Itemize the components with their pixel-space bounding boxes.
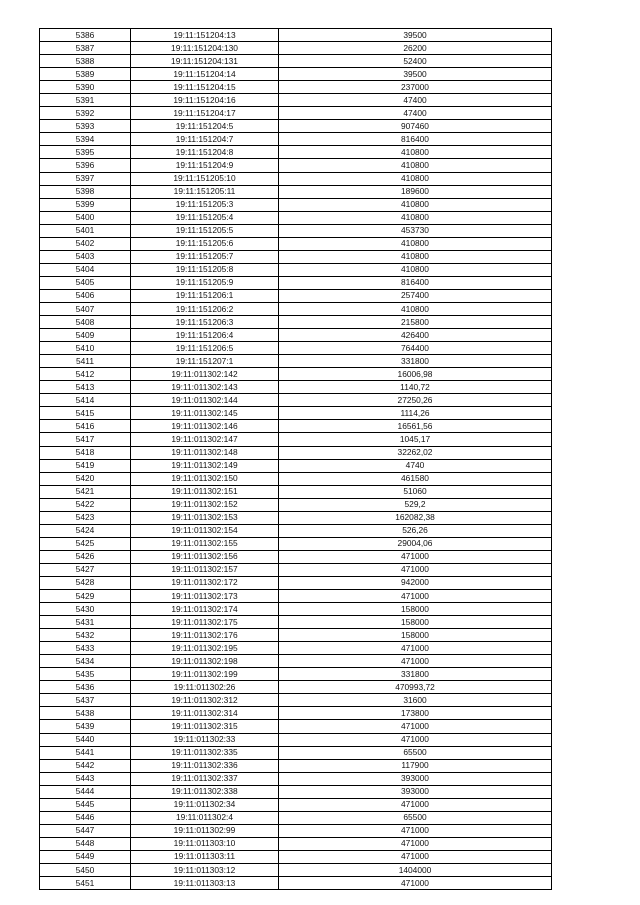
table-row (40, 407, 552, 420)
value-cell: 410800 (279, 263, 552, 276)
table-row (40, 316, 552, 329)
row-number-cell: 5428 (40, 576, 131, 589)
row-number-cell: 5408 (40, 316, 131, 329)
value-cell: 393000 (279, 772, 552, 785)
value-cell: 526,26 (279, 524, 552, 537)
value-cell: 471000 (279, 733, 552, 746)
table-row (40, 550, 552, 563)
cadastral-number-cell: 19:11:011302:172 (131, 576, 279, 589)
table-row (40, 759, 552, 772)
row-number-cell: 5430 (40, 603, 131, 616)
row-number-cell: 5389 (40, 68, 131, 81)
value-cell: 32262,02 (279, 446, 552, 459)
table-row (40, 837, 552, 850)
table-row (40, 864, 552, 877)
cadastral-number-cell: 19:11:011302:146 (131, 420, 279, 433)
row-number-cell: 5416 (40, 420, 131, 433)
value-cell: 1140,72 (279, 381, 552, 394)
table-row (40, 485, 552, 498)
table-row (40, 55, 552, 68)
row-number-cell: 5393 (40, 120, 131, 133)
table-row (40, 563, 552, 576)
row-number-cell: 5440 (40, 733, 131, 746)
value-cell: 65500 (279, 811, 552, 824)
value-cell: 471000 (279, 590, 552, 603)
row-number-cell: 5414 (40, 394, 131, 407)
table-row (40, 694, 552, 707)
table-row (40, 798, 552, 811)
table-row (40, 237, 552, 250)
table-row (40, 733, 552, 746)
value-cell: 65500 (279, 746, 552, 759)
row-number-cell: 5406 (40, 289, 131, 302)
cadastral-number-cell: 19:11:011302:34 (131, 798, 279, 811)
row-number-cell: 5412 (40, 368, 131, 381)
row-number-cell: 5436 (40, 681, 131, 694)
table-row (40, 133, 552, 146)
table-row (40, 785, 552, 798)
table-row (40, 159, 552, 172)
value-cell: 529,2 (279, 498, 552, 511)
table-row (40, 146, 552, 159)
table-row (40, 655, 552, 668)
value-cell: 426400 (279, 329, 552, 342)
table-row (40, 342, 552, 355)
table-row (40, 29, 552, 42)
row-number-cell: 5431 (40, 616, 131, 629)
cadastral-number-cell: 19:11:151205:11 (131, 185, 279, 198)
row-number-cell: 5437 (40, 694, 131, 707)
value-cell: 471000 (279, 550, 552, 563)
value-cell: 410800 (279, 146, 552, 159)
cadastral-number-cell: 19:11:011302:174 (131, 603, 279, 616)
value-cell: 1404000 (279, 864, 552, 877)
cadastral-number-cell: 19:11:011302:144 (131, 394, 279, 407)
row-number-cell: 5443 (40, 772, 131, 785)
row-number-cell: 5409 (40, 329, 131, 342)
cadastral-number-cell: 19:11:151205:7 (131, 250, 279, 263)
cadastral-number-cell: 19:11:151204:14 (131, 68, 279, 81)
value-cell: 410800 (279, 198, 552, 211)
value-cell: 27250,26 (279, 394, 552, 407)
table-row (40, 746, 552, 759)
row-number-cell: 5432 (40, 629, 131, 642)
table-row (40, 368, 552, 381)
row-number-cell: 5410 (40, 342, 131, 355)
row-number-cell: 5425 (40, 537, 131, 550)
table-row (40, 329, 552, 342)
value-cell: 158000 (279, 629, 552, 642)
cadastral-number-cell: 19:11:011302:335 (131, 746, 279, 759)
table-row (40, 263, 552, 276)
cadastral-number-cell: 19:11:151204:5 (131, 120, 279, 133)
cadastral-number-cell: 19:11:151204:13 (131, 29, 279, 42)
value-cell: 158000 (279, 603, 552, 616)
value-cell: 39500 (279, 68, 552, 81)
cadastral-number-cell: 19:11:011302:33 (131, 733, 279, 746)
row-number-cell: 5423 (40, 511, 131, 524)
table-row (40, 81, 552, 94)
row-number-cell: 5403 (40, 250, 131, 263)
row-number-cell: 5444 (40, 785, 131, 798)
table-row (40, 811, 552, 824)
row-number-cell: 5439 (40, 720, 131, 733)
cadastral-number-cell: 19:11:011302:4 (131, 811, 279, 824)
value-cell: 471000 (279, 850, 552, 863)
table-row (40, 107, 552, 120)
value-cell: 410800 (279, 172, 552, 185)
table-row (40, 537, 552, 550)
cadastral-number-cell: 19:11:011302:156 (131, 550, 279, 563)
cadastral-number-cell: 19:11:011302:154 (131, 524, 279, 537)
row-number-cell: 5442 (40, 759, 131, 772)
cadastral-number-cell: 19:11:011302:338 (131, 785, 279, 798)
table-row (40, 68, 552, 81)
table-row (40, 185, 552, 198)
table-row (40, 590, 552, 603)
value-cell: 470993,72 (279, 681, 552, 694)
row-number-cell: 5417 (40, 433, 131, 446)
value-cell: 471000 (279, 563, 552, 576)
table-row (40, 394, 552, 407)
row-number-cell: 5429 (40, 590, 131, 603)
cadastral-number-cell: 19:11:011302:147 (131, 433, 279, 446)
table-row (40, 498, 552, 511)
table-row (40, 276, 552, 289)
value-cell: 1114,26 (279, 407, 552, 420)
table-row (40, 446, 552, 459)
row-number-cell: 5387 (40, 42, 131, 55)
value-cell: 461580 (279, 472, 552, 485)
value-cell: 471000 (279, 642, 552, 655)
row-number-cell: 5394 (40, 133, 131, 146)
cadastral-number-cell: 19:11:151206:3 (131, 316, 279, 329)
value-cell: 764400 (279, 342, 552, 355)
cadastral-number-cell: 19:11:011302:157 (131, 563, 279, 576)
value-cell: 471000 (279, 837, 552, 850)
value-cell: 410800 (279, 237, 552, 250)
row-number-cell: 5396 (40, 159, 131, 172)
cadastral-number-cell: 19:11:011302:199 (131, 668, 279, 681)
table-row (40, 472, 552, 485)
value-cell: 471000 (279, 798, 552, 811)
cadastral-number-cell: 19:11:151206:5 (131, 342, 279, 355)
cadastral-number-cell: 19:11:011302:314 (131, 707, 279, 720)
cadastral-number-cell: 19:11:011303:13 (131, 877, 279, 890)
cadastral-number-cell: 19:11:011303:11 (131, 850, 279, 863)
cadastral-number-cell: 19:11:011302:152 (131, 498, 279, 511)
row-number-cell: 5451 (40, 877, 131, 890)
value-cell: 257400 (279, 289, 552, 302)
cadastral-number-cell: 19:11:151205:9 (131, 276, 279, 289)
row-number-cell: 5433 (40, 642, 131, 655)
row-number-cell: 5415 (40, 407, 131, 420)
cadastral-number-cell: 19:11:011302:176 (131, 629, 279, 642)
value-cell: 16561,56 (279, 420, 552, 433)
cadastral-number-cell: 19:11:011302:145 (131, 407, 279, 420)
cadastral-number-cell: 19:11:011302:149 (131, 459, 279, 472)
cadastral-number-cell: 19:11:011302:155 (131, 537, 279, 550)
row-number-cell: 5441 (40, 746, 131, 759)
row-number-cell: 5421 (40, 485, 131, 498)
row-number-cell: 5427 (40, 563, 131, 576)
cadastral-number-cell: 19:11:011302:312 (131, 694, 279, 707)
value-cell: 39500 (279, 29, 552, 42)
value-cell: 47400 (279, 107, 552, 120)
table-row (40, 772, 552, 785)
cadastral-number-cell: 19:11:011302:150 (131, 472, 279, 485)
table-row (40, 42, 552, 55)
cadastral-number-cell: 19:11:151207:1 (131, 355, 279, 368)
cadastral-number-cell: 19:11:151204:8 (131, 146, 279, 159)
cadastral-number-cell: 19:11:151205:3 (131, 198, 279, 211)
cadastral-number-cell: 19:11:151204:17 (131, 107, 279, 120)
row-number-cell: 5435 (40, 668, 131, 681)
row-number-cell: 5392 (40, 107, 131, 120)
table-row (40, 524, 552, 537)
table-row (40, 877, 552, 890)
table-row (40, 172, 552, 185)
row-number-cell: 5395 (40, 146, 131, 159)
row-number-cell: 5388 (40, 55, 131, 68)
cadastral-number-cell: 19:11:151206:4 (131, 329, 279, 342)
cadastral-number-cell: 19:11:011302:151 (131, 485, 279, 498)
row-number-cell: 5446 (40, 811, 131, 824)
row-number-cell: 5407 (40, 302, 131, 315)
row-number-cell: 5418 (40, 446, 131, 459)
value-cell: 158000 (279, 616, 552, 629)
cadastral-number-cell: 19:11:011303:10 (131, 837, 279, 850)
row-number-cell: 5391 (40, 94, 131, 107)
cadastral-number-cell: 19:11:011302:26 (131, 681, 279, 694)
table-row (40, 603, 552, 616)
value-cell: 29004,06 (279, 537, 552, 550)
table-row (40, 120, 552, 133)
value-cell: 173800 (279, 707, 552, 720)
row-number-cell: 5402 (40, 237, 131, 250)
row-number-cell: 5450 (40, 864, 131, 877)
table-row (40, 302, 552, 315)
value-cell: 471000 (279, 877, 552, 890)
row-number-cell: 5449 (40, 850, 131, 863)
cadastral-number-cell: 19:11:151204:7 (131, 133, 279, 146)
row-number-cell: 5448 (40, 837, 131, 850)
value-cell: 410800 (279, 159, 552, 172)
value-cell: 331800 (279, 355, 552, 368)
cadastral-number-cell: 19:11:011302:337 (131, 772, 279, 785)
cadastral-number-cell: 19:11:011302:153 (131, 511, 279, 524)
cadastral-number-cell: 19:11:011302:315 (131, 720, 279, 733)
cadastral-number-cell: 19:11:151205:6 (131, 237, 279, 250)
row-number-cell: 5386 (40, 29, 131, 42)
value-cell: 453730 (279, 224, 552, 237)
table-row (40, 668, 552, 681)
row-number-cell: 5411 (40, 355, 131, 368)
row-number-cell: 5405 (40, 276, 131, 289)
value-cell: 907460 (279, 120, 552, 133)
cadastral-number-cell: 19:11:011302:142 (131, 368, 279, 381)
cadastral-number-cell: 19:11:151204:131 (131, 55, 279, 68)
table-row (40, 459, 552, 472)
table-body (40, 29, 552, 890)
table-row (40, 224, 552, 237)
cadastral-number-cell: 19:11:151204:15 (131, 81, 279, 94)
cadastral-number-cell: 19:11:151204:16 (131, 94, 279, 107)
cadastral-number-cell: 19:11:011302:148 (131, 446, 279, 459)
value-cell: 942000 (279, 576, 552, 589)
value-cell: 51060 (279, 485, 552, 498)
cadastral-number-cell: 19:11:151205:5 (131, 224, 279, 237)
row-number-cell: 5399 (40, 198, 131, 211)
table-row (40, 720, 552, 733)
table-row (40, 289, 552, 302)
cadastral-number-cell: 19:11:011303:12 (131, 864, 279, 877)
cadastral-number-cell: 19:11:011302:336 (131, 759, 279, 772)
row-number-cell: 5424 (40, 524, 131, 537)
cadastral-number-cell: 19:11:011302:198 (131, 655, 279, 668)
table-row (40, 511, 552, 524)
value-cell: 162082,38 (279, 511, 552, 524)
cadastral-number-cell: 19:11:011302:195 (131, 642, 279, 655)
row-number-cell: 5419 (40, 459, 131, 472)
cadastral-number-cell: 19:11:151205:4 (131, 211, 279, 224)
row-number-cell: 5390 (40, 81, 131, 94)
table-row (40, 250, 552, 263)
value-cell: 471000 (279, 655, 552, 668)
table-row (40, 198, 552, 211)
cadastral-number-cell: 19:11:151204:9 (131, 159, 279, 172)
cadastral-number-cell: 19:11:151204:130 (131, 42, 279, 55)
value-cell: 4740 (279, 459, 552, 472)
table-row (40, 355, 552, 368)
value-cell: 393000 (279, 785, 552, 798)
value-cell: 31600 (279, 694, 552, 707)
value-cell: 26200 (279, 42, 552, 55)
value-cell: 410800 (279, 250, 552, 263)
cadastral-number-cell: 19:11:011302:175 (131, 616, 279, 629)
row-number-cell: 5401 (40, 224, 131, 237)
value-cell: 410800 (279, 302, 552, 315)
value-cell: 816400 (279, 276, 552, 289)
value-cell: 16006,98 (279, 368, 552, 381)
value-cell: 237000 (279, 81, 552, 94)
table-row (40, 420, 552, 433)
value-cell: 331800 (279, 668, 552, 681)
cadastral-number-cell: 19:11:011302:143 (131, 381, 279, 394)
table-row (40, 616, 552, 629)
table-row (40, 433, 552, 446)
cadastral-number-cell: 19:11:151205:8 (131, 263, 279, 276)
row-number-cell: 5447 (40, 824, 131, 837)
table-row (40, 707, 552, 720)
value-cell: 410800 (279, 211, 552, 224)
table-row (40, 94, 552, 107)
value-cell: 816400 (279, 133, 552, 146)
row-number-cell: 5422 (40, 498, 131, 511)
cadastral-number-cell: 19:11:011302:173 (131, 590, 279, 603)
row-number-cell: 5434 (40, 655, 131, 668)
table-row (40, 576, 552, 589)
row-number-cell: 5420 (40, 472, 131, 485)
table-row (40, 629, 552, 642)
cadastral-number-cell: 19:11:011302:99 (131, 824, 279, 837)
value-cell: 215800 (279, 316, 552, 329)
value-cell: 189600 (279, 185, 552, 198)
value-cell: 117900 (279, 759, 552, 772)
row-number-cell: 5400 (40, 211, 131, 224)
row-number-cell: 5398 (40, 185, 131, 198)
value-cell: 52400 (279, 55, 552, 68)
row-number-cell: 5397 (40, 172, 131, 185)
table-row (40, 211, 552, 224)
table-row (40, 642, 552, 655)
table-row (40, 850, 552, 863)
cadastral-number-cell: 19:11:151206:1 (131, 289, 279, 302)
value-cell: 471000 (279, 824, 552, 837)
row-number-cell: 5413 (40, 381, 131, 394)
row-number-cell: 5404 (40, 263, 131, 276)
table-row (40, 681, 552, 694)
value-cell: 47400 (279, 94, 552, 107)
table-row (40, 824, 552, 837)
cadastral-number-cell: 19:11:151205:10 (131, 172, 279, 185)
row-number-cell: 5426 (40, 550, 131, 563)
data-table (39, 28, 552, 890)
row-number-cell: 5438 (40, 707, 131, 720)
value-cell: 471000 (279, 720, 552, 733)
row-number-cell: 5445 (40, 798, 131, 811)
table-row (40, 381, 552, 394)
value-cell: 1045,17 (279, 433, 552, 446)
cadastral-number-cell: 19:11:151206:2 (131, 302, 279, 315)
